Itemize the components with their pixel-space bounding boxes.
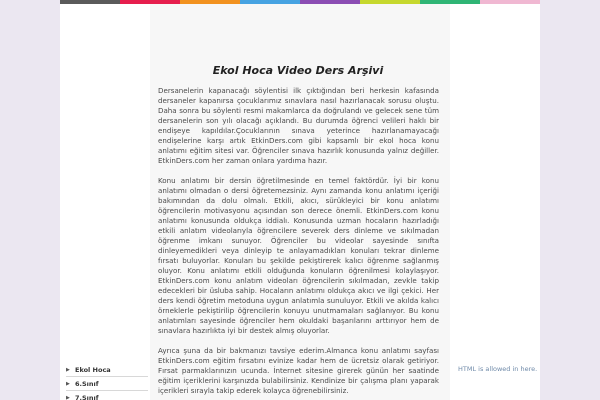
stripe-segment: [360, 0, 420, 4]
stripe-segment: [180, 0, 240, 4]
stripe-segment: [420, 0, 480, 4]
sidebar-menu: [66, 363, 148, 400]
sidebar-item-label: 7.Sınıf: [75, 393, 99, 400]
stripe-segment: [240, 0, 300, 4]
arrow-right-icon: ▶: [66, 394, 70, 400]
article-paragraph: Konu anlatımı bir dersin öğretilmesinde en temel faktördür. İyi bir konu anlatımı olmadan o dersi öğretemezsiniz. Aynı zamanda konu anlatımı içeriği bakımından da dolu olmalı. Etkili, akıcı, sürükleyici bir konu anlatımı öğrencilerin motivasyonu açısından son derece önemli. EtkinDers.com konu anlatımı konusunda oldukça iddialı. Konusunda uzman hocaların hazırladığı etkili anlatım videolarıyla öğrencilere severek ders dinleme ve sıkılmadan öğrenme imkanı sunuyor. Öğrenciler bu videolar sayesinde sınıfta dinleyemedikleri veya dinleyip te anlayamadıkları konuları tekrar dinleme fırsatı buluyorlar. Konuları bu şekilde pekiştirerek kalıcı öğrenme sağlanmış oluyor. Konu anlatımı etkili olduğunda konuların öğrenilmesi kolaylaşıyor. EtkinDers.com konu anlatım videoları öğrencilerin sıkılmadan, zevkle takip edecekleri bir üsluba sahip. Hocaların anlatımı oldukça akıcı ve ilgi çekici. Her ders kendi öğretim metoduna uygun anlatımla sunuluyor. Etkili ve akılda kalıcı örneklerle pekiştirilip öğrencilerin konuyu unutmamaları sağlanıyor. Bu konu anlatımları sayesinde öğrenciler hem okuldaki başarılarını arttırıyor hem de sınavlara hazırlıkta iyi bir destek almış oluyorlar.: [158, 176, 439, 335]
sidebar-item-label: Ekol Hoca: [75, 365, 111, 374]
page: [60, 0, 540, 400]
sidebar-item-label: 6.Sınıf: [75, 379, 99, 388]
sidebar-item-6-sinif[interactable]: [66, 377, 148, 391]
article-paragraph: Dersanelerin kapanacağı söylentisi ilk çıktığından beri herkesin kafasında dersaneler kapanırsa çocuklarımız sınavlara nasıl hazırlanacak sorusu oluştu. Daha sonra bu söylenti resmi makamlarca da doğrulandı ve gelecek sene tüm dersanelerin son yılı olacağı açıklandı. Bu durumda öğrenci velileri haklı bir endişeye kapıldılar.Çocuklarının sınava yeterince hazırlanamayacağı endişelerine karşı artık EtkinDers.com gibi kapsamlı bir ekol hoca konu anlatımı eğitim sitesi var. Öğrenciler sınava hazırlık konusunda yalnız değiller. EtkinDers.com her zaman onlara yardıma hazır.: [158, 86, 439, 165]
arrow-right-icon: ▶: [66, 366, 70, 373]
arrow-right-icon: ▶: [66, 380, 70, 387]
article-body: [158, 86, 439, 400]
left-column: [60, 0, 150, 400]
sidebar-item-ekol-hoca[interactable]: [66, 363, 148, 377]
sidebar-item-7-sinif[interactable]: [66, 391, 148, 400]
color-stripe: [60, 0, 540, 4]
right-panel-note: HTML is allowed in here.: [458, 365, 538, 373]
right-column: [450, 0, 540, 400]
stripe-segment: [120, 0, 180, 4]
stripe-segment: [480, 0, 540, 4]
article-paragraph: Ayrıca şuna da bir bakmanızı tavsiye ederim.Almanca konu anlatımı sayfası EtkinDers.com eğitim fırsatını evinize kadar hem de ücretsiz olarak getiriyor. Fırsat parmaklarınızın ucunda. İnternet sitesine girerek günün her saatinde eğitim içeriklerini karşınızda bulabilirsiniz. Kendinize bir çalışma planı yaparak içerikleri sırayla takip ederek kolayca öğrenebilirsiniz.: [158, 346, 439, 395]
stripe-segment: [300, 0, 360, 4]
stripe-segment: [60, 0, 120, 4]
page-title: Ekol Hoca Video Ders Arşivi: [212, 64, 384, 77]
